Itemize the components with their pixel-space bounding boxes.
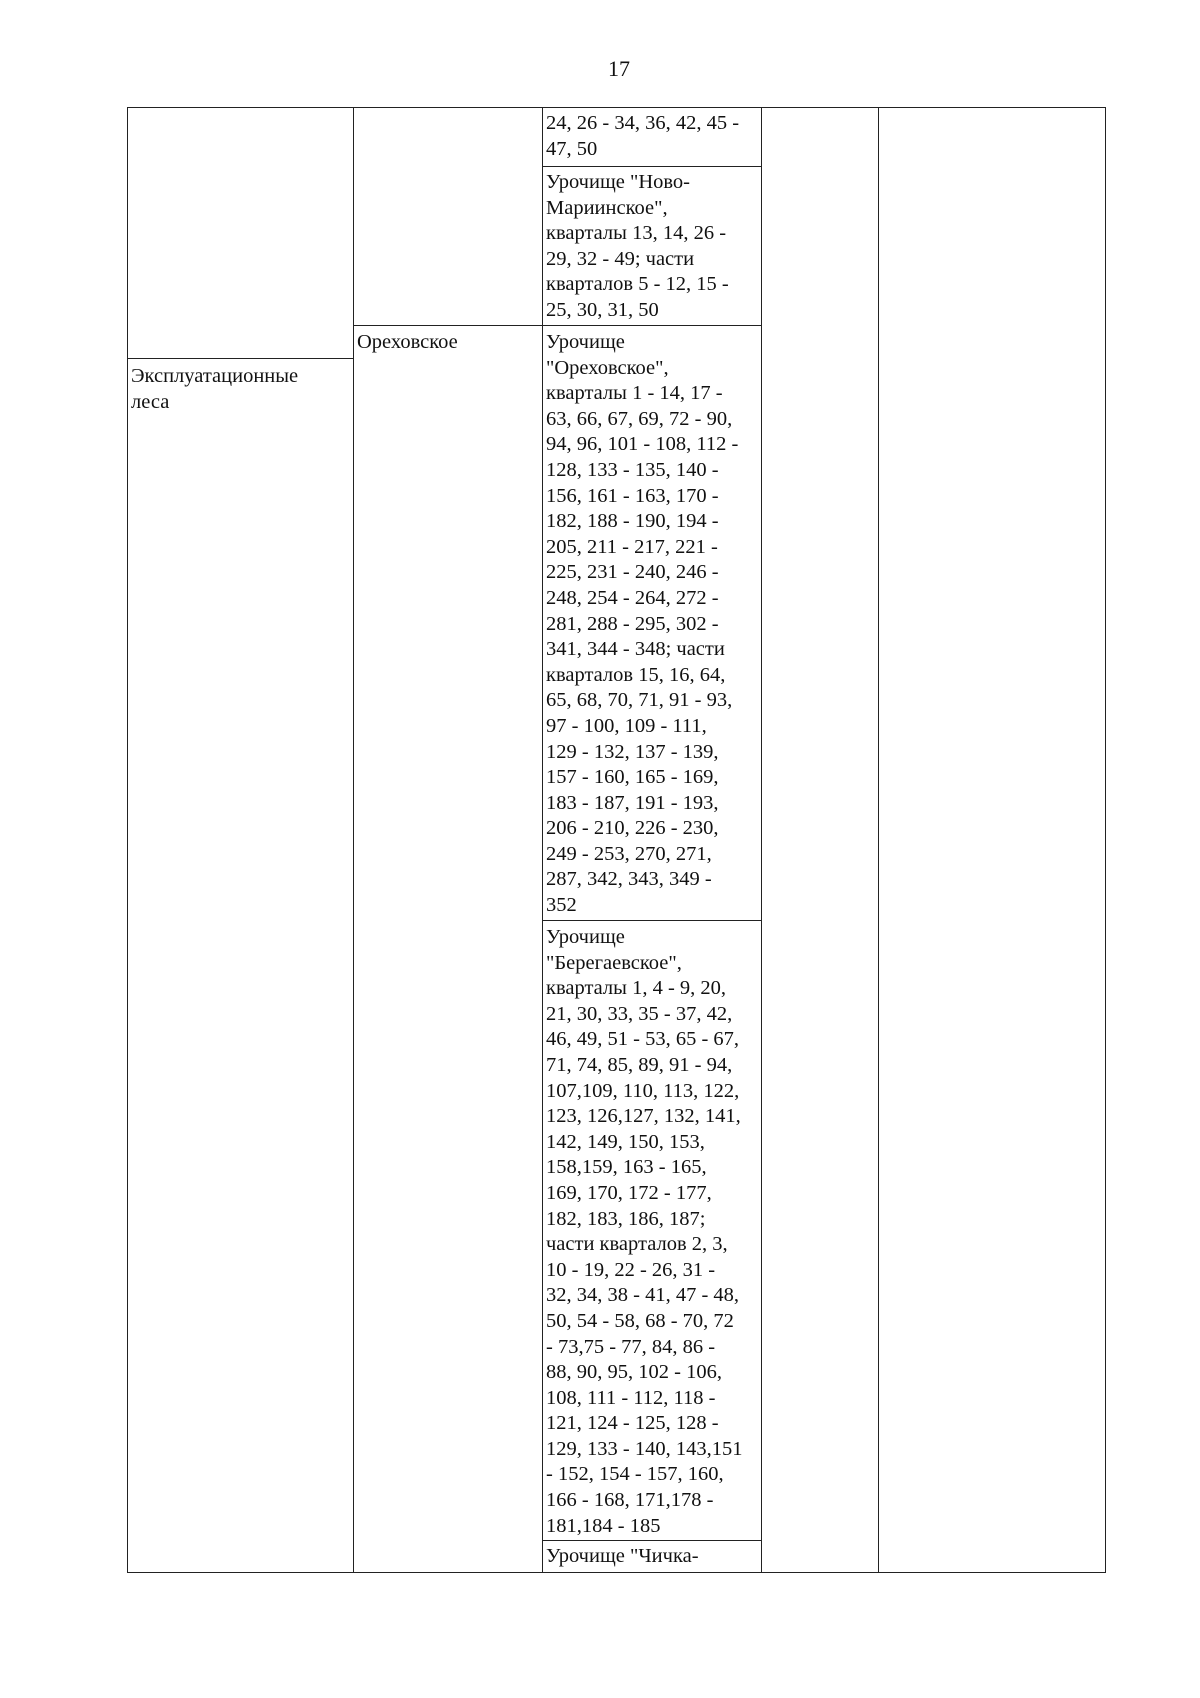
col2-row-divider xyxy=(353,325,543,326)
forest-type-cell: Эксплуатационные леса xyxy=(131,365,299,413)
quarters-cell-5: Урочище "Чичка- xyxy=(546,1545,699,1567)
col-divider-3 xyxy=(761,107,762,1573)
page-number: 17 xyxy=(608,56,630,81)
col-divider-2 xyxy=(542,107,543,1573)
col3-row-divider-2 xyxy=(542,325,762,326)
col3-row-divider-3 xyxy=(542,920,762,921)
col-divider-4 xyxy=(878,107,879,1573)
quarters-cell-1: 24, 26 - 34, 36, 42, 45 - 47, 50 xyxy=(546,112,740,160)
quarters-cell-3: Урочище "Ореховское", кварталы 1 - 14, 17 - 63, 66, 67, 69, 72 - 90, 94, 96, 101 - 108, 112 - 128, 133 - 135, 140 - 156, 161 - 163, 170 - 182, 188 - 190, 194 - 205, 211 - 217, 221 - 225, 231 - 240, 246 - 248, 254 - 264, 272 - 281, 288 - 295, 302 - 341, 344 - 348; части кварталов 15, 16, 64, 65, 68, 70, 71, 91 - 93, 97 - 100, 109 - 111, 129 - 132, 137 - 139, 157 - 160, 165 - 169, 183 - 187, 191 - 193, 206 - 210, 226 - 230, 249 - 253, 270, 271, 287, 342, 343, 349 - 352 xyxy=(546,331,739,917)
table-bottom-border xyxy=(127,1572,1106,1573)
col-divider-1 xyxy=(353,107,354,1573)
col3-row-divider-4 xyxy=(542,1540,762,1541)
col1-row-divider xyxy=(127,358,354,359)
col3-row-divider-1 xyxy=(542,166,762,167)
district-cell: Ореховское xyxy=(357,331,458,353)
table-left-border xyxy=(127,107,128,1573)
quarters-cell-4: Урочище "Берегаевское", кварталы 1, 4 - 9, 20, 21, 30, 33, 35 - 37, 42, 46, 49, 51 - 53, 65 - 67, 71, 74, 85, 89, 91 - 94, 107,109, 110, 113, 122, 123, 126,127, 132, 141, 142, 149, 150, 153, 158,159, 163 - 165, 169, 170, 172 - 177, 182, 183, 186, 187; части кварталов 2, 3, 10 - 19, 22 - 26, 31 - 32, 34, 38 - 41, 47 - 48, 50, 54 - 58, 68 - 70, 72 - 73,75 - 77, 84, 86 - 88, 90, 95, 102 - 106, 108, 111 - 112, 118 - 121, 124 - 125, 128 - 129, 133 - 140, 143,151 - 152, 154 - 157, 160, 166 - 168, 171,178 - 181,184 - 185 xyxy=(546,926,743,1537)
table-top-border xyxy=(127,107,1106,108)
quarters-cell-2: Урочище "Ново- Мариинское", кварталы 13, 14, 26 - 29, 32 - 49; части кварталов 5 - 12, 15 - 25, 30, 31, 50 xyxy=(546,171,729,321)
table-right-border xyxy=(1105,107,1106,1573)
